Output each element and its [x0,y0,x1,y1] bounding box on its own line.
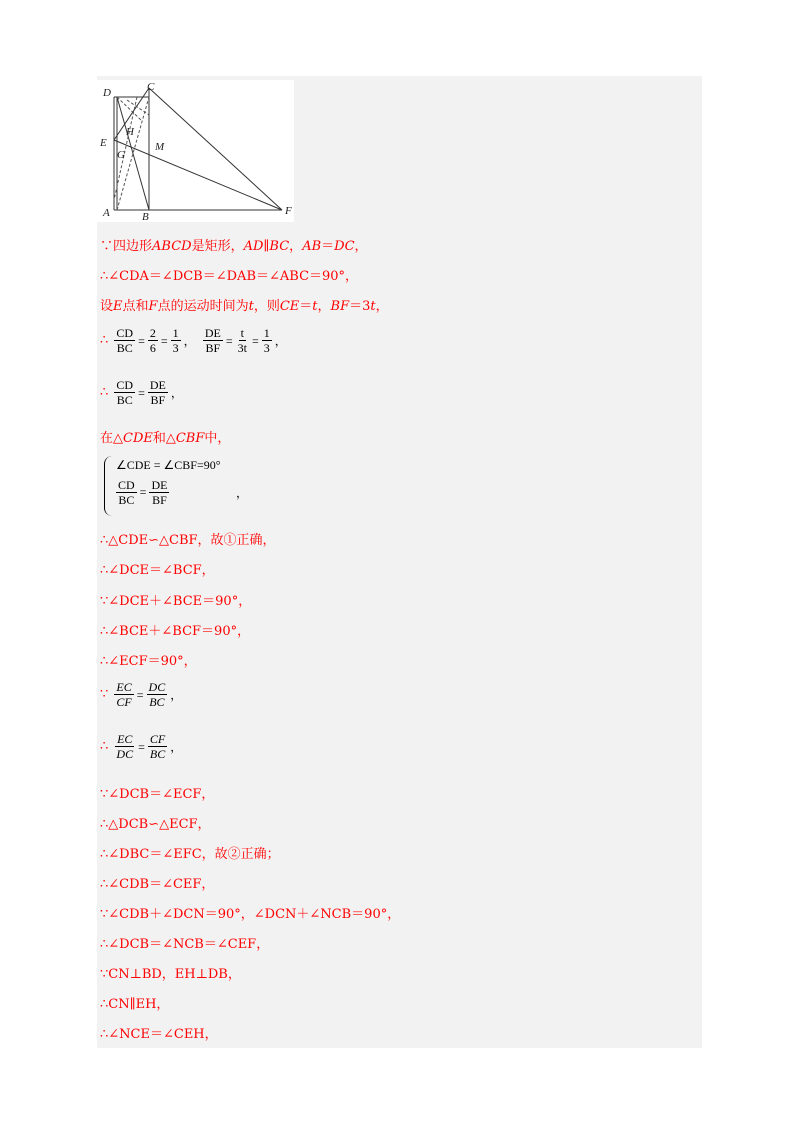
line-5: ∴ $\frac{CD}{BC}$ = $\frac{DE}{BF}$ ， [100,378,183,407]
line-9: ∵∠DCE＋∠BCE＝90°， [100,594,252,609]
line-16: ∴∠DBC＝∠EFC，故②正确； [100,847,280,862]
line-18: ∵∠CDB＋∠DCN＝90°，∠DCN＋∠NCB＝90°， [100,907,401,922]
fraction: $\frac{CD}{BC}$ [116,378,134,407]
fraction: $\frac{DC}{BC}$ [148,680,166,709]
line-14: ∵∠DCB＝∠ECF， [100,787,215,802]
fraction: $\frac{2}{6}$ [149,326,156,355]
label-b: B [142,211,149,222]
fraction: $\frac{1}{3}$ [263,326,270,355]
fraction: $\frac{DE}{BF}$ [149,378,166,407]
rectangle-diagram [97,80,294,222]
label-f: F [285,205,292,217]
fraction: $\frac{CF}{BC}$ [149,732,166,761]
line-21: ∴CN∥EH， [100,997,170,1012]
line-20: ∵CN⊥BD，EH⊥DB， [100,967,241,982]
line-11: ∴∠ECF＝90°， [100,654,197,669]
fraction: $\frac{1}{3}$ [172,326,179,355]
line-12: ∵ $\frac{EC}{CF}$ = $\frac{DC}{BC}$ ， [100,680,183,709]
fraction: $\frac{EC}{CF}$ [116,680,132,709]
fraction: $\frac{DE}{BF}$ [204,326,221,355]
label-g: G [117,149,125,161]
line-17: ∴∠CDB＝∠CEF， [100,877,215,892]
label-d: D [103,87,111,99]
geometry-figure [97,80,294,222]
line-19: ∴∠DCB＝∠NCB＝∠CEF， [100,937,270,952]
line-2: ∴∠CDA＝∠DCB＝∠DAB＝∠ABC＝90°， [100,269,359,284]
line-1: ∵四边形ABCD是矩形，AD∥BC，AB＝DC， [100,239,368,254]
brace [104,456,113,516]
fraction: $\frac{EC}{DC}$ [116,732,134,761]
fraction: $\frac{CD}{BC}$ [116,326,134,355]
line-13: ∴ $\frac{EC}{DC}$ = $\frac{CF}{BC}$ ， [100,732,183,761]
label-m: M [155,141,165,153]
fraction: $\frac{CD}{BC}$ [118,478,135,507]
line-22: ∴∠NCE＝∠CEH， [100,1027,218,1042]
line-6: 在△CDE和△CBF中， [100,431,231,446]
fraction: $\frac{DE}{BF}$ [151,478,168,507]
label-h: H [126,126,134,138]
fraction: $\frac{t}{3t}$ [237,326,247,355]
label-c: C [147,81,155,93]
line-3: 设E点和F点的运动时间为t，则CE＝t，BF＝3t， [100,299,389,314]
equation-system: ∠CDE = ∠CBF=90° $\frac{CD}{BC}$ = $\frac{DE}{BF}$ [104,456,264,518]
line-8: ∴∠DCE＝∠BCF， [100,563,215,578]
line-7: ∴△CDE∽△CBF，故①正确， [100,533,276,548]
line-4: ∴ $\frac{CD}{BC}$ = $\frac{2}{6}$ = $\frac{1}{3}$ ， $\frac{DE}{BF}$ = $\frac{t}{3t}$ = $\frac{1}{3}$ ， [100,326,287,355]
label-e: E [100,137,107,149]
line-15: ∴△DCB∽△ECF， [100,817,211,832]
label-a: A [103,207,110,219]
line-10: ∴∠BCE＋∠BCF＝90°， [100,624,251,639]
